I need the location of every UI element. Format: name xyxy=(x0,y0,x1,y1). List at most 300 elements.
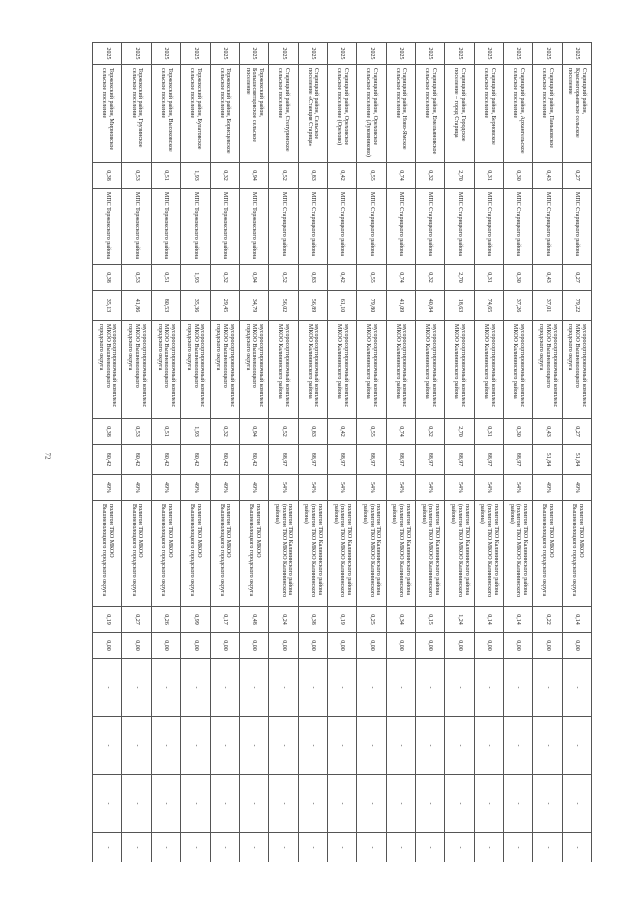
operator-cell: МПС Старицкого района xyxy=(533,189,562,265)
distance-cell: 18,63 xyxy=(445,291,474,321)
operator-cell: МПС Старицкого района xyxy=(298,189,327,265)
disposal-distance-cell: 80,42 xyxy=(122,445,151,475)
table-row xyxy=(93,43,123,863)
empty-cell: - xyxy=(415,659,444,717)
waste-flow-table xyxy=(92,42,592,862)
settlement-cell: Старицкий район, Емельяновское сельское поселение xyxy=(415,65,444,163)
transfer-volume-cell: 0,42 xyxy=(327,265,356,291)
disposal-distance-cell: 51,84 xyxy=(562,445,591,475)
landfill-volume-cell: 0,27 xyxy=(122,607,151,633)
processing-site-cell: мусоросортировочный комплекс МКОО Калининского района xyxy=(474,321,503,419)
empty-cell: - xyxy=(122,833,151,863)
landfill-cell: полигон ТКО МКОО Вышневолоцкого городского округа xyxy=(181,501,210,607)
landfill-cell: полигон ТКО Калининского района (полигон ТКО МКОО Калининского района) xyxy=(269,501,298,607)
year-cell: 2025 xyxy=(181,43,210,65)
volume-cell: 0,27 xyxy=(562,163,591,189)
year-cell: 2025 xyxy=(415,43,444,65)
operator-cell: МПС Торжокского района xyxy=(181,189,210,265)
processed-volume-cell: 0,74 xyxy=(386,419,415,445)
year-cell: 2025 xyxy=(239,43,268,65)
empty-cell: - xyxy=(269,775,298,833)
empty-cell: - xyxy=(269,717,298,775)
settlement-cell: Старицкий район, Архангельское сельское поселение xyxy=(503,65,532,163)
processed-volume-cell: 0,27 xyxy=(562,419,591,445)
residual-volume-cell: 0,00 xyxy=(269,633,298,659)
distance-cell: 56,02 xyxy=(269,291,298,321)
empty-cell: - xyxy=(415,717,444,775)
transfer-volume-cell: 0,74 xyxy=(386,265,415,291)
residual-volume-cell: 0,00 xyxy=(503,633,532,659)
year-cell: 2025 xyxy=(122,43,151,65)
settlement-cell: Старицкий район, Городское поселение – город Старица xyxy=(445,65,474,163)
landfill-volume-cell: 0,19 xyxy=(93,607,123,633)
settlement-cell: Старицкий район, Ново-Ямское сельское поселение xyxy=(386,65,415,163)
volume-cell: 0,38 xyxy=(93,163,123,189)
settlement-cell: Старицкий район, Паньковское сельское поселение xyxy=(533,65,562,163)
volume-cell: 0,30 xyxy=(503,163,532,189)
operator-cell: МПС Торжокского района xyxy=(151,189,180,265)
table-body xyxy=(93,43,592,863)
empty-cell: - xyxy=(445,833,474,863)
empty-cell: - xyxy=(298,833,327,863)
empty-cell: - xyxy=(93,717,123,775)
landfill-volume-cell: 0,99 xyxy=(181,607,210,633)
processed-volume-cell: 0,42 xyxy=(327,419,356,445)
volume-cell: 0,52 xyxy=(269,163,298,189)
percent-cell: 49% xyxy=(562,475,591,501)
table-row xyxy=(445,43,474,863)
percent-cell: 54% xyxy=(357,475,386,501)
transfer-volume-cell: 0,30 xyxy=(503,265,532,291)
empty-cell: - xyxy=(562,775,591,833)
disposal-distance-cell: 80,42 xyxy=(181,445,210,475)
year-cell: 2025 xyxy=(93,43,123,65)
table-row xyxy=(503,43,532,863)
settlement-cell: Старицкий район, Ореховское сельское поселение (Орехово) xyxy=(327,65,356,163)
empty-cell: - xyxy=(151,775,180,833)
page-number: 72 xyxy=(43,452,52,460)
percent-cell: 49% xyxy=(181,475,210,501)
empty-cell: - xyxy=(386,833,415,863)
year-cell: 2025 xyxy=(327,43,356,65)
empty-cell: - xyxy=(415,833,444,863)
processing-site-cell: мусоросортировочный комплекс МКОО Калининского района xyxy=(415,321,444,419)
empty-cell: - xyxy=(298,717,327,775)
volume-cell: 0,31 xyxy=(474,163,503,189)
volume-cell: 0,74 xyxy=(386,163,415,189)
transfer-volume-cell: 0,32 xyxy=(415,265,444,291)
distance-cell: 34,79 xyxy=(239,291,268,321)
empty-cell: - xyxy=(210,775,239,833)
operator-cell: МПС Торжокского района xyxy=(210,189,239,265)
residual-volume-cell: 0,00 xyxy=(445,633,474,659)
transfer-volume-cell: 0,53 xyxy=(122,265,151,291)
empty-cell: - xyxy=(151,717,180,775)
distance-cell: 29,45 xyxy=(210,291,239,321)
transfer-volume-cell: 0,31 xyxy=(474,265,503,291)
processing-site-cell: мусоросортировочный комплекс МКОО Калининского района xyxy=(327,321,356,419)
landfill-volume-cell: 0,15 xyxy=(415,607,444,633)
residual-volume-cell: 0,00 xyxy=(562,633,591,659)
volume-cell: 0,43 xyxy=(533,163,562,189)
rotated-table-container xyxy=(92,42,592,862)
landfill-volume-cell: 0,19 xyxy=(327,607,356,633)
table-row xyxy=(357,43,386,863)
processed-volume-cell: 0,30 xyxy=(503,419,532,445)
empty-cell: - xyxy=(269,659,298,717)
residual-volume-cell: 0,00 xyxy=(386,633,415,659)
landfill-volume-cell: 0,14 xyxy=(474,607,503,633)
distance-cell: 61,10 xyxy=(327,291,356,321)
empty-cell: - xyxy=(151,659,180,717)
settlement-cell: Торжокский район, Мирновское сельское поселение xyxy=(93,65,123,163)
empty-cell: - xyxy=(93,833,123,863)
residual-volume-cell: 0,00 xyxy=(181,633,210,659)
operator-cell: МПС Старицкого района xyxy=(415,189,444,265)
settlement-cell: Старицкий район, Ореховское сельское поселение (Луковниково) xyxy=(357,65,386,163)
landfill-cell: полигон ТКО Калининского района (полигон ТКО МКОО Калининского района) xyxy=(445,501,474,607)
empty-cell: - xyxy=(445,775,474,833)
processed-volume-cell: 1,93 xyxy=(181,419,210,445)
disposal-distance-cell: 51,84 xyxy=(533,445,562,475)
operator-cell: МПС Старицкого района xyxy=(327,189,356,265)
landfill-cell: полигон ТКО Калининского района (полигон ТКО МКОО Калининского района) xyxy=(298,501,327,607)
year-cell: 2025 xyxy=(151,43,180,65)
year-cell: 2025 xyxy=(503,43,532,65)
empty-cell: - xyxy=(386,717,415,775)
empty-cell: - xyxy=(474,833,503,863)
volume-cell: 0,51 xyxy=(151,163,180,189)
processed-volume-cell: 0,32 xyxy=(210,419,239,445)
residual-volume-cell: 0,00 xyxy=(327,633,356,659)
residual-volume-cell: 0,00 xyxy=(122,633,151,659)
empty-cell: - xyxy=(503,659,532,717)
empty-cell: - xyxy=(474,775,503,833)
empty-cell: - xyxy=(562,717,591,775)
distance-cell: 37,26 xyxy=(503,291,532,321)
empty-cell: - xyxy=(210,717,239,775)
processed-volume-cell: 0,55 xyxy=(357,419,386,445)
operator-cell: МПС Старицкого района xyxy=(445,189,474,265)
year-cell: 2025 xyxy=(210,43,239,65)
empty-cell: - xyxy=(357,775,386,833)
disposal-distance-cell: 80,42 xyxy=(93,445,123,475)
year-cell: 2025 xyxy=(298,43,327,65)
landfill-volume-cell: 0,25 xyxy=(357,607,386,633)
distance-cell: 37,01 xyxy=(533,291,562,321)
landfill-cell: полигон ТКО Калининского района (полигон ТКО МКОО Калининского района) xyxy=(386,501,415,607)
empty-cell: - xyxy=(445,659,474,717)
distance-cell: 41,09 xyxy=(386,291,415,321)
landfill-volume-cell: 0,48 xyxy=(239,607,268,633)
landfill-volume-cell: 0,24 xyxy=(269,607,298,633)
empty-cell: - xyxy=(181,775,210,833)
transfer-volume-cell: 0,52 xyxy=(269,265,298,291)
percent-cell: 54% xyxy=(445,475,474,501)
settlement-cell: Торжокский район, Булатовское сельское поселение xyxy=(181,65,210,163)
empty-cell: - xyxy=(357,717,386,775)
disposal-distance-cell: 88,97 xyxy=(474,445,503,475)
distance-cell: 79,22 xyxy=(562,291,591,321)
landfill-cell: полигон ТКО Калининского района (полигон ТКО МКОО Калининского района) xyxy=(357,501,386,607)
transfer-volume-cell: 0,27 xyxy=(562,265,591,291)
empty-cell: - xyxy=(239,833,268,863)
percent-cell: 54% xyxy=(327,475,356,501)
table-row xyxy=(415,43,444,863)
distance-cell: 74,65 xyxy=(474,291,503,321)
disposal-distance-cell: 88,97 xyxy=(357,445,386,475)
empty-cell: - xyxy=(151,833,180,863)
processing-site-cell: мусоросортировочный комплекс МКОО Вышневолоцкого городского округа xyxy=(93,321,123,419)
processed-volume-cell: 0,52 xyxy=(269,419,298,445)
percent-cell: 54% xyxy=(503,475,532,501)
processed-volume-cell: 0,51 xyxy=(151,419,180,445)
empty-cell: - xyxy=(562,659,591,717)
empty-cell: - xyxy=(386,659,415,717)
volume-cell: 0,42 xyxy=(327,163,356,189)
disposal-distance-cell: 80,42 xyxy=(210,445,239,475)
transfer-volume-cell: 0,32 xyxy=(210,265,239,291)
volume-cell: 0,83 xyxy=(298,163,327,189)
year-cell: 2025 xyxy=(386,43,415,65)
empty-cell: - xyxy=(503,833,532,863)
processing-site-cell: мусоросортировочный комплекс МКОО Калининского района xyxy=(445,321,474,419)
year-cell: 2025 xyxy=(357,43,386,65)
percent-cell: 49% xyxy=(533,475,562,501)
empty-cell: - xyxy=(327,833,356,863)
percent-cell: 49% xyxy=(93,475,123,501)
operator-cell: МПС Торжокского района xyxy=(239,189,268,265)
empty-cell: - xyxy=(327,717,356,775)
volume-cell: 0,32 xyxy=(415,163,444,189)
empty-cell: - xyxy=(298,659,327,717)
volume-cell: 0,55 xyxy=(357,163,386,189)
empty-cell: - xyxy=(503,717,532,775)
empty-cell: - xyxy=(474,717,503,775)
transfer-volume-cell: 0,43 xyxy=(533,265,562,291)
operator-cell: МПС Торжокского района xyxy=(93,189,123,265)
landfill-cell: полигон ТКО МКОО Вышневолоцкого городского округа xyxy=(122,501,151,607)
disposal-distance-cell: 88,97 xyxy=(445,445,474,475)
empty-cell: - xyxy=(415,775,444,833)
settlement-cell: Торжокский район, Большесвятцовское сельское поселение xyxy=(239,65,268,163)
operator-cell: МПС Старицкого района xyxy=(562,189,591,265)
percent-cell: 49% xyxy=(151,475,180,501)
empty-cell: - xyxy=(93,775,123,833)
empty-cell: - xyxy=(562,833,591,863)
operator-cell: МПС Старицкого района xyxy=(474,189,503,265)
processing-site-cell: мусоросортировочный комплекс МКОО Вышневолоцкого городского округа xyxy=(562,321,591,419)
processed-volume-cell: 0,32 xyxy=(415,419,444,445)
settlement-cell: Старицкий район, Берновское сельское поселение xyxy=(474,65,503,163)
volume-cell: 0,53 xyxy=(122,163,151,189)
transfer-volume-cell: 0,55 xyxy=(357,265,386,291)
residual-volume-cell: 0,00 xyxy=(151,633,180,659)
settlement-cell: Старицкий район, Красногорьевское сельское поселение xyxy=(562,65,591,163)
percent-cell: 54% xyxy=(415,475,444,501)
empty-cell: - xyxy=(327,775,356,833)
processed-volume-cell: 0,38 xyxy=(93,419,123,445)
document-table-region xyxy=(92,42,592,862)
year-cell: 2025 xyxy=(533,43,562,65)
empty-cell: - xyxy=(327,659,356,717)
percent-cell: 49% xyxy=(239,475,268,501)
processing-site-cell: мусоросортировочный комплекс МКОО Вышневолоцкого городского округа xyxy=(122,321,151,419)
empty-cell: - xyxy=(181,659,210,717)
table-row xyxy=(298,43,327,863)
transfer-volume-cell: 0,38 xyxy=(93,265,123,291)
empty-cell: - xyxy=(533,717,562,775)
residual-volume-cell: 0,00 xyxy=(210,633,239,659)
table-row xyxy=(562,43,591,863)
empty-cell: - xyxy=(122,717,151,775)
landfill-volume-cell: 0,22 xyxy=(533,607,562,633)
landfill-cell: полигон ТКО МКОО Вышневолоцкого городского округа xyxy=(210,501,239,607)
empty-cell: - xyxy=(181,833,210,863)
table-row xyxy=(533,43,562,863)
empty-cell: - xyxy=(210,833,239,863)
empty-cell: - xyxy=(122,659,151,717)
table-row xyxy=(474,43,503,863)
landfill-volume-cell: 0,17 xyxy=(210,607,239,633)
transfer-volume-cell: 0,83 xyxy=(298,265,327,291)
settlement-cell: Торжокский район, Борисцевское сельское поселение xyxy=(210,65,239,163)
distance-cell: 35,36 xyxy=(181,291,210,321)
processing-site-cell: мусоросортировочный комплекс МКОО Калининского района xyxy=(386,321,415,419)
year-cell: 2025 xyxy=(474,43,503,65)
landfill-cell: полигон ТКО Калининского района (полигон ТКО МКОО Калининского района) xyxy=(474,501,503,607)
residual-volume-cell: 0,00 xyxy=(93,633,123,659)
empty-cell: - xyxy=(210,659,239,717)
landfill-cell: полигон ТКО Калининского района (полигон ТКО МКОО Калининского района) xyxy=(327,501,356,607)
transfer-volume-cell: 1,93 xyxy=(181,265,210,291)
settlement-cell: Старицкий район, Степуринское сельское поселение xyxy=(269,65,298,163)
empty-cell: - xyxy=(239,659,268,717)
empty-cell: - xyxy=(386,775,415,833)
landfill-cell: полигон ТКО МКОО Вышневолоцкого городского округа xyxy=(151,501,180,607)
empty-cell: - xyxy=(239,717,268,775)
operator-cell: МПС Старицкого района xyxy=(503,189,532,265)
empty-cell: - xyxy=(298,775,327,833)
landfill-cell: полигон ТКО Калининского района (полигон ТКО МКОО Калининского района) xyxy=(503,501,532,607)
transfer-volume-cell: 0,94 xyxy=(239,265,268,291)
empty-cell: - xyxy=(239,775,268,833)
processing-site-cell: мусоросортировочный комплекс МКОО Вышневолоцкого городского округа xyxy=(210,321,239,419)
transfer-volume-cell: 0,51 xyxy=(151,265,180,291)
residual-volume-cell: 0,00 xyxy=(239,633,268,659)
processing-site-cell: мусоросортировочный комплекс МКОО Калининского района xyxy=(269,321,298,419)
residual-volume-cell: 0,00 xyxy=(415,633,444,659)
processed-volume-cell: 0,53 xyxy=(122,419,151,445)
operator-cell: МПС Старицкого района xyxy=(357,189,386,265)
empty-cell: - xyxy=(93,659,123,717)
table-row xyxy=(181,43,210,863)
year-cell: 2025 xyxy=(445,43,474,65)
residual-volume-cell: 0,00 xyxy=(533,633,562,659)
disposal-distance-cell: 88,97 xyxy=(503,445,532,475)
operator-cell: МПС Торжокского района xyxy=(122,189,151,265)
processed-volume-cell: 0,94 xyxy=(239,419,268,445)
landfill-volume-cell: 0,14 xyxy=(503,607,532,633)
operator-cell: МПС Старицкого района xyxy=(269,189,298,265)
volume-cell: 0,94 xyxy=(239,163,268,189)
table-row xyxy=(269,43,298,863)
empty-cell: - xyxy=(122,775,151,833)
disposal-distance-cell: 80,42 xyxy=(239,445,268,475)
year-cell: 2025 xyxy=(562,43,591,65)
processing-site-cell: мусоросортировочный комплекс МКОО Вышневолоцкого городского округа xyxy=(151,321,180,419)
disposal-distance-cell: 80,42 xyxy=(151,445,180,475)
processed-volume-cell: 0,43 xyxy=(533,419,562,445)
landfill-volume-cell: 0,14 xyxy=(562,607,591,633)
distance-cell: 80,53 xyxy=(151,291,180,321)
disposal-distance-cell: 88,97 xyxy=(269,445,298,475)
empty-cell: - xyxy=(503,775,532,833)
volume-cell: 1,93 xyxy=(181,163,210,189)
distance-cell: 56,89 xyxy=(298,291,327,321)
distance-cell: 40,84 xyxy=(415,291,444,321)
residual-volume-cell: 0,00 xyxy=(298,633,327,659)
distance-cell: 41,86 xyxy=(122,291,151,321)
table-row xyxy=(210,43,239,863)
landfill-volume-cell: 0,34 xyxy=(386,607,415,633)
landfill-cell: полигон ТКО МКОО Вышневолоцкого городского округа xyxy=(562,501,591,607)
distance-cell: 35,13 xyxy=(93,291,123,321)
empty-cell: - xyxy=(181,717,210,775)
processing-site-cell: мусоросортировочный комплекс МКОО Калининского района xyxy=(298,321,327,419)
empty-cell: - xyxy=(474,659,503,717)
disposal-distance-cell: 88,97 xyxy=(327,445,356,475)
percent-cell: 49% xyxy=(122,475,151,501)
landfill-volume-cell: 0,38 xyxy=(298,607,327,633)
percent-cell: 49% xyxy=(210,475,239,501)
landfill-cell: полигон ТКО МКОО Вышневолоцкого городского округа xyxy=(239,501,268,607)
empty-cell: - xyxy=(533,659,562,717)
percent-cell: 54% xyxy=(386,475,415,501)
year-cell: 2025 xyxy=(269,43,298,65)
settlement-cell: Старицкий район, Сельское поселение «Станция Старица» xyxy=(298,65,327,163)
transfer-volume-cell: 2,70 xyxy=(445,265,474,291)
landfill-volume-cell: 1,24 xyxy=(445,607,474,633)
processing-site-cell: мусоросортировочный комплекс МКОО Калининского района xyxy=(503,321,532,419)
table-row xyxy=(327,43,356,863)
table-row xyxy=(151,43,180,863)
landfill-volume-cell: 0,26 xyxy=(151,607,180,633)
percent-cell: 54% xyxy=(474,475,503,501)
empty-cell: - xyxy=(269,833,298,863)
table-row xyxy=(122,43,151,863)
volume-cell: 0,32 xyxy=(210,163,239,189)
settlement-cell: Торжокский район, Грузинское сельское поселение xyxy=(122,65,151,163)
table-row xyxy=(239,43,268,863)
empty-cell: - xyxy=(533,833,562,863)
settlement-cell: Торжокский район, Высоковское сельское поселение xyxy=(151,65,180,163)
disposal-distance-cell: 88,97 xyxy=(298,445,327,475)
landfill-cell: полигон ТКО МКОО Вышневолоцкого городского округа xyxy=(93,501,123,607)
disposal-distance-cell: 88,97 xyxy=(386,445,415,475)
empty-cell: - xyxy=(357,833,386,863)
processing-site-cell: мусоросортировочный комплекс МКОО Вышневолоцкого городского округа xyxy=(181,321,210,419)
landfill-cell: полигон ТКО Калининского района (полигон ТКО МКОО Калининского района) xyxy=(415,501,444,607)
operator-cell: МПС Старицкого района xyxy=(386,189,415,265)
processed-volume-cell: 2,70 xyxy=(445,419,474,445)
residual-volume-cell: 0,00 xyxy=(474,633,503,659)
empty-cell: - xyxy=(357,659,386,717)
disposal-distance-cell: 88,97 xyxy=(415,445,444,475)
empty-cell: - xyxy=(445,717,474,775)
table-row xyxy=(386,43,415,863)
processing-site-cell: мусоросортировочный комплекс МКОО Калининского района xyxy=(357,321,386,419)
